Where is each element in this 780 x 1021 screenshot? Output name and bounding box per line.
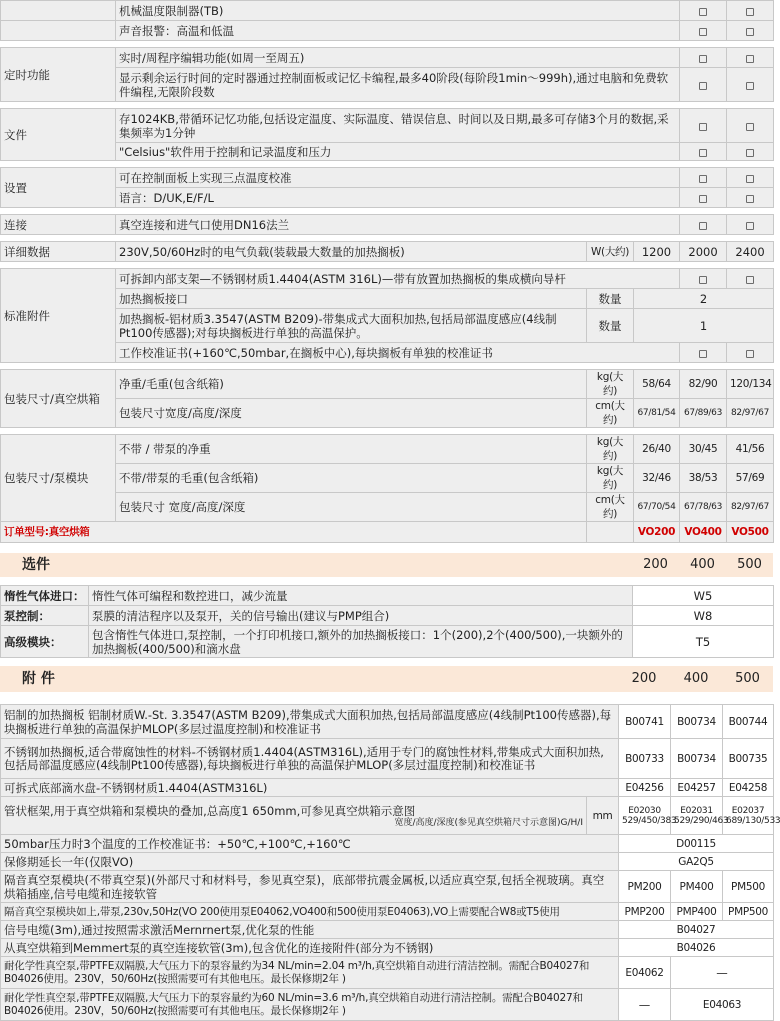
spec-text: 机械温度限制器(TB) [116,1,680,21]
accessories-table [0,704,780,1021]
spec-text: 加热搁板接口 [116,289,587,309]
unit-label: cm(大约) [587,493,634,522]
spec-text: 真空连接和进气口使用DN16法兰 [116,215,680,235]
row-label-connect: 连接 [1,215,116,235]
acc-text: 隔音真空泵模块(不带真空泵)(外部尺寸和材料号，参见真空泵)，底部带抗震金属板,以适应真空泵,包括全视玻璃。真空烘箱插座,信号电缆和连接软管 [1,871,619,903]
acc-code: PMP200 [619,903,671,921]
accessories-title: 附 件 [0,666,618,692]
value-cell: 30/45 [680,435,727,464]
value-cell: 67/81/54 [634,399,680,428]
unit-label: 数量 [587,309,634,343]
value-cell: 2400 [727,242,774,262]
unit-label: kg(大约) [587,464,634,493]
acc-code: B00741 [619,705,671,739]
row-label-timer: 定时功能 [1,48,116,102]
acc-code: E02037 689/130/533 [723,797,774,835]
order-code: VO200 [634,522,680,543]
checkbox-icon: ◻ [727,68,774,102]
col-header: 200 [618,666,670,692]
acc-subtext: 宽度/高度/深度(参见真空烘箱尺寸示意图)G/H/I [394,817,583,828]
acc-code: E02030 529/450/383 [619,797,671,835]
col-header: 200 [632,553,679,577]
value-cell: 32/46 [634,464,680,493]
acc-code: B00734 [671,705,723,739]
checkbox-icon: ◻ [680,68,727,102]
option-label: 惰性气体进口： [1,586,89,606]
value-cell: 57/69 [727,464,774,493]
col-header: 400 [670,666,722,692]
spec-text: 存1024KB,带循环记忆功能,包括设定温度、实际温度、错误信息、时间以及日期,最多可存储3个月的数据,采集频率为1分钟 [116,109,680,143]
option-code: T5 [633,626,774,658]
checkbox-icon: ◻ [680,48,727,68]
acc-code: B00744 [723,705,774,739]
value-cell: 26/40 [634,435,680,464]
spec-text: 净重/毛重(包含纸箱) [116,370,587,399]
value-cell: 2000 [680,242,727,262]
checkbox-icon: ◻ [680,269,727,289]
option-text: 泵膜的清洁程序以及泵开，关的信号输出(建议与PMP组合) [89,606,633,626]
order-label: 订单型号:真空烘箱 [1,522,587,543]
unit-label: mm [587,797,619,835]
spec-text: 加热搁板-铝材质3.3547(ASTM B209)-带集成式大面积加热,包括局部温度感应(4线制Pt100传感器);对每块搁板进行单独的高温保护。 [116,309,587,343]
checkbox-icon: ◻ [727,143,774,161]
value-cell: 1 [634,309,774,343]
row-label-pack-oven: 包装尺寸/真空烘箱 [1,370,116,428]
spec-text: 声音报警：高温和低温 [116,21,680,41]
acc-code: B00734 [671,739,723,779]
value-cell: 38/53 [680,464,727,493]
acc-text: 50mbar压力时3个温度的工作校准证书：+50℃,+100℃,+160℃ [1,835,619,853]
acc-text-cell [1,797,587,835]
spec-text: 工作校准证书(+160℃,50mbar,在搁板中心),每块搁板有单独的校准证书 [116,343,680,363]
checkbox-icon: ◻ [727,48,774,68]
acc-text: 耐化学性真空泵,带PTFE双隔膜,大气压力下的泵容量约为34 NL/min=2.04 m³/h,真空烘箱自动进行清洁控制。需配合B04027和B04026使用。230V，50/60Hz(按照需要可有其他电压。最长保修期2年 ) [1,957,619,989]
spec-text: 不带 / 带泵的净重 [116,435,587,464]
checkbox-icon: ◻ [727,188,774,208]
checkbox-icon: ◻ [727,343,774,363]
acc-code: PMP500 [723,903,774,921]
spec-text: 包装尺寸 宽度/高度/深度 [116,493,587,522]
unit-label: W(大约) [587,242,634,262]
checkbox-icon: ◻ [727,21,774,41]
acc-code: B00735 [723,739,774,779]
checkbox-icon: ◻ [727,269,774,289]
row-label-detail: 详细数据 [1,242,116,262]
acc-text: 保修期延长一年(仅限VO) [1,853,619,871]
row-label-pack-pump: 包装尺寸/泵模块 [1,435,116,522]
acc-code: GA2Q5 [619,853,774,871]
acc-code: B00733 [619,739,671,779]
checkbox-icon: ◻ [727,168,774,188]
checkbox-icon: ◻ [680,188,727,208]
spec-text: 可拆卸内部支架—不锈钢材质1.4404(ASTM 316L)—带有放置加热搁板的集成横向导杆 [116,269,680,289]
checkbox-icon: ◻ [680,343,727,363]
option-text: 包含惰性气体进口,泵控制，一个打印机接口,额外的加热搁板接口：1个(200),2个(400/500),一块额外的加热搁板(400/500)和滴水盘 [89,626,633,658]
value-cell: 67/70/54 [634,493,680,522]
acc-code: PM400 [671,871,723,903]
acc-text: 不锈钢加热搁板,适合带腐蚀性的材料-不锈钢材质1.4404(ASTM316L),适用于专门的腐蚀性材料,带集成式大面积加热,包括局部温度感应(4线制Pt100传感器),每块搁板进行单独的高温保护MLOP(多层过温度控制)和校准证书 [1,739,619,779]
row-label-file: 文件 [1,109,116,161]
row-label [1,1,116,21]
option-text: 惰性气体可编程和数控进口，减少流量 [89,586,633,606]
col-header: 400 [679,553,726,577]
option-label: 泵控制： [1,606,89,626]
value-cell: 82/90 [680,370,727,399]
acc-code: B04026 [619,939,774,957]
acc-text: 隔音真空泵模块如上,带泵,230v,50Hz(VO 200使用泵E04062,VO400和500使用泵E04063),VO上需要配合W8或T5使用 [1,903,619,921]
value-cell: 41/56 [727,435,774,464]
acc-text: 可拆式底部滴水盘-不锈钢材质1.4404(ASTM316L) [1,779,619,797]
value-cell: 2 [634,289,774,309]
acc-text: 耐化学性真空泵,带PTFE双隔膜,大气压力下的泵容量约为60 NL/min=3.6 m³/h,真空烘箱自动进行清洁控制。需配合B04027和B04026使用。230V，50/60Hz(按照需要可有其他电压。最长保修期2年 ) [1,989,619,1021]
acc-code: E04257 [671,779,723,797]
checkbox-icon: ◻ [680,143,727,161]
spec-text: 230V,50/60Hz时的电气负载(装载最大数量的加热搁板) [116,242,587,262]
order-code: VO500 [727,522,774,543]
acc-code: B04027 [619,921,774,939]
acc-code: PMP400 [671,903,723,921]
option-label: 高级模块： [1,626,89,658]
options-table [0,553,773,577]
option-code: W8 [633,606,774,626]
col-header: 500 [722,666,773,692]
value-cell: 1200 [634,242,680,262]
acc-code: E04063 [671,989,774,1021]
acc-text: 从真空烘箱到Memmert泵的真空连接软管(3m),包含优化的连接附件(部分为不锈钢) [1,939,619,957]
value-cell: 58/64 [634,370,680,399]
option-code: W5 [633,586,774,606]
acc-code: PM500 [723,871,774,903]
checkbox-icon: ◻ [680,109,727,143]
acc-code: — [671,957,774,989]
unit-label: cm(大约) [587,399,634,428]
unit-label: 数量 [587,289,634,309]
acc-code: — [619,989,671,1021]
spec-text: 语言：D/UK,E/F/L [116,188,680,208]
acc-text: 信号电缆(3m),通过按照需求激活Mernrnert泵,优化泵的性能 [1,921,619,939]
accessories-header [0,666,773,692]
row-label-setup: 设置 [1,168,116,208]
checkbox-icon: ◻ [727,109,774,143]
acc-code: D00115 [619,835,774,853]
empty-cell [587,522,634,543]
row-label [1,21,116,41]
spec-text: 实时/周程序编辑功能(如周一至周五) [116,48,680,68]
col-header: 500 [726,553,773,577]
checkbox-icon: ◻ [680,1,727,21]
unit-label: kg(大约) [587,435,634,464]
acc-text: 铝制的加热搁板 铝制材质W.-St. 3.3547(ASTM B209),带集成式大面积加热,包括局部温度感应(4线制Pt100传感器),每块搁板进行单独的高温保护MLOP(多层过温度控制)和校准证书 [1,705,619,739]
options-title: 选件 [0,553,632,577]
acc-code: PM200 [619,871,671,903]
order-code: VO400 [680,522,727,543]
acc-code: E04062 [619,957,671,989]
acc-code: E02031 529/290/463 [671,797,723,835]
checkbox-icon: ◻ [680,215,727,235]
value-cell: 82/97/67 [727,493,774,522]
spec-text: 不带/带泵的毛重(包含纸箱) [116,464,587,493]
options-rows [0,585,774,658]
value-cell: 67/78/63 [680,493,727,522]
checkbox-icon: ◻ [727,1,774,21]
value-cell: 67/89/63 [680,399,727,428]
checkbox-icon: ◻ [680,21,727,41]
spec-text: 显示剩余运行时间的定时器通过控制面板或记忆卡编程,最多40阶段(每阶段1min～999h),通过电脑和免费软件编程,无限阶段数 [116,68,680,102]
spec-text: 包装尺寸宽度/高度/深度 [116,399,587,428]
acc-text: 管状框架,用于真空烘箱和泵模块的叠加,总高度1 650mm,可参见真空烘箱示意图 [4,803,416,818]
acc-code: E04258 [723,779,774,797]
spec-text: "Celsius"软件用于控制和记录温度和压力 [116,143,680,161]
unit-label: kg(大约) [587,370,634,399]
row-label-std: 标准附件 [1,269,116,363]
value-cell: 120/134 [727,370,774,399]
checkbox-icon: ◻ [680,168,727,188]
spec-text: 可在控制面板上实现三点温度校准 [116,168,680,188]
value-cell: 82/97/67 [727,399,774,428]
checkbox-icon: ◻ [727,215,774,235]
acc-code: E04256 [619,779,671,797]
